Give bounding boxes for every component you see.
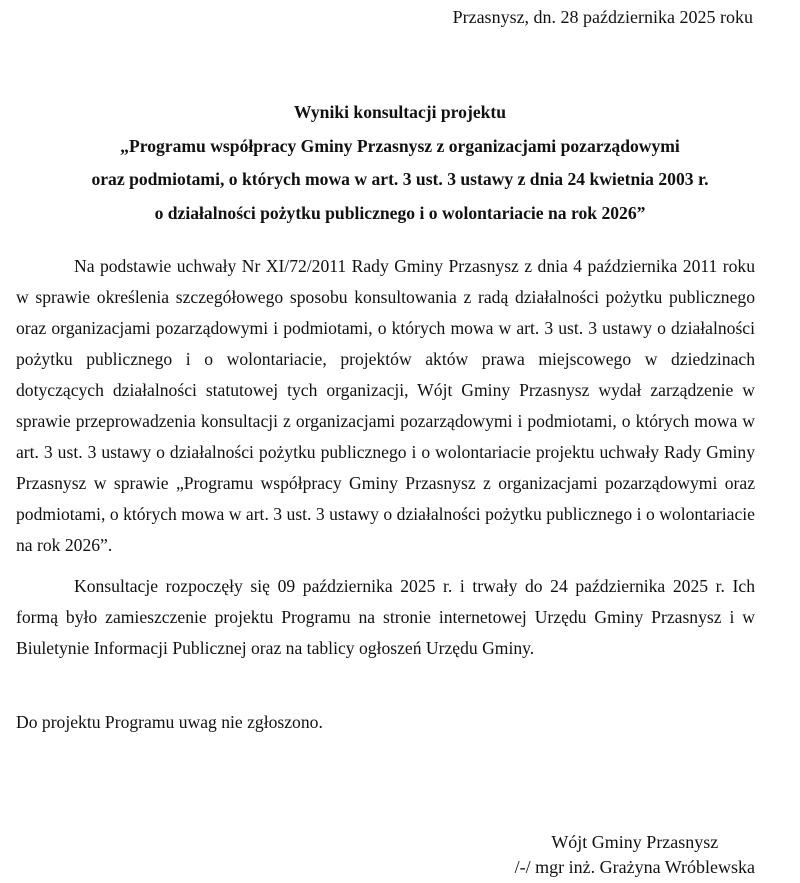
signature-name: /-/ mgr inż. Grażyna Wróblewska [514, 857, 755, 877]
title-line-1: Wyniki konsultacji projektu [293, 102, 507, 122]
body-paragraph-2: Konsultacje rozpoczęły się 09 października 2025 r. i trwały do 24 października 2025 r. Ich formą było zamieszczenie projektu Programu na stronie internetowej Urzędu Gminy Przasnysz i w Biuletynie Informacji Publicznej oraz na tablicy ogłoszeń Urzędu Gminy. [16, 576, 755, 658]
date-line: Przasnysz, dn. 28 października 2025 roku [452, 7, 753, 27]
document-title [25, 96, 775, 230]
title-line-4: o działalności pożytku publicznego i o wolontariacie na rok 2026” [154, 202, 646, 223]
signature-block [515, 830, 755, 880]
title-line-3: oraz podmiotami, o których mowa w art. 3 ust. 3 ustawy z dnia 24 kwietnia 2003 r. [91, 169, 709, 189]
signature-title: Wójt Gminy Przasnysz [551, 832, 719, 852]
note-line: Do projektu Programu uwag nie zgłoszono. [16, 712, 323, 732]
title-line-2: „Programu współpracy Gminy Przasnysz z organizacjami pozarządowymi [120, 135, 680, 156]
body-paragraph-1: Na podstawie uchwały Nr XI/72/2011 Rady Gminy Przasnysz z dnia 4 października 2011 roku w sprawie określenia szczegółowego sposobu konsultowania z radą działalności pożytku publicznego oraz organizacjami pozarządowymi i podmiotami, o których mowa w art. 3 ust. 3 ustawy o działalności pożytku publicznego i o wolontariacie, projektów aktów prawa miejscowego w dziedzinach dotyczących działalności statutowej tych organizacji, Wójt Gminy Przasnysz wydał zarządzenie w sprawie przeprowadzenia konsultacji z organizacjami pozarządowymi i podmiotami, o których mowa w art. 3 ust. 3 ustawy o działalności pożytku publicznego i o wolontariacie projektu uchwały Rady Gminy Przasnysz w sprawie „Programu współpracy Gminy Przasnysz z organizacjami pozarządowymi oraz podmiotami, o których mowa w art. 3 ust. 3 ustawy o działalności pożytku publicznego i o wolontariacie na rok 2026”. [16, 256, 755, 555]
